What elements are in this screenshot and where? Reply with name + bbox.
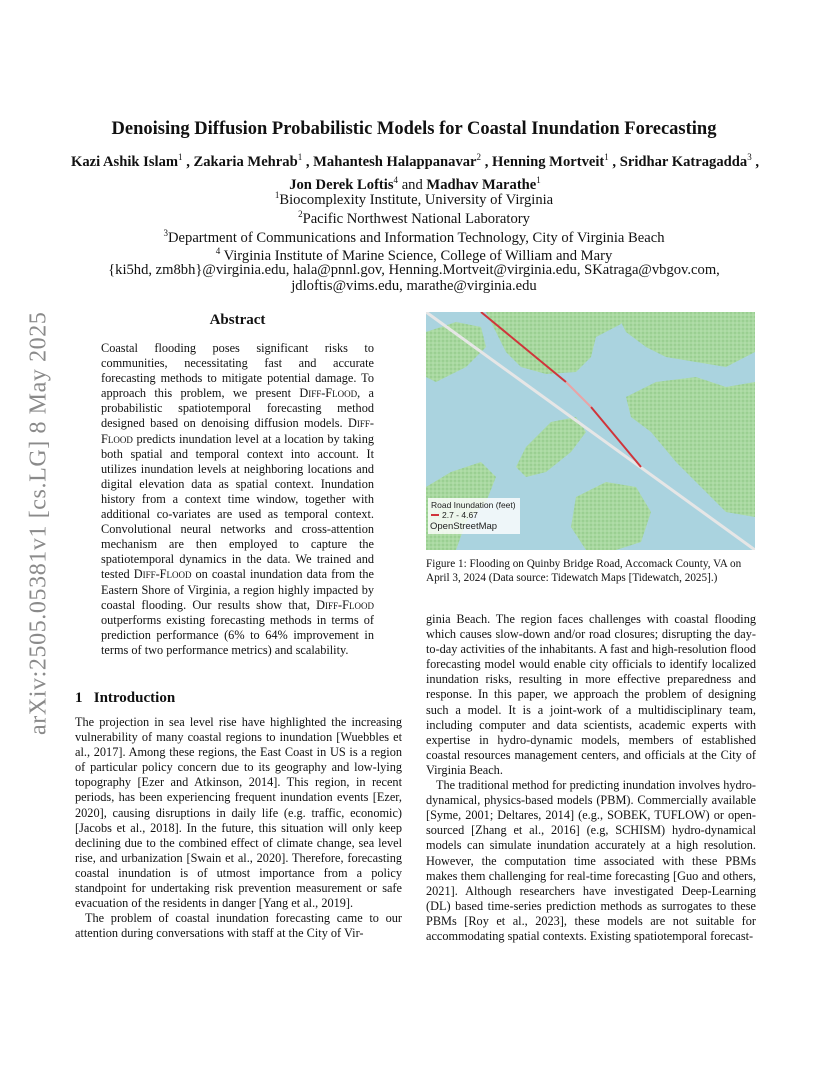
author-name: Madhav Marathe bbox=[426, 176, 537, 193]
author-name: Henning Mortveit bbox=[492, 153, 605, 170]
author-affiliation-mark: 1 bbox=[178, 152, 183, 162]
author-name: Mahantesh Halappanavar bbox=[313, 153, 477, 170]
author-affiliation-mark: 4 bbox=[393, 174, 399, 185]
intro-paragraph-4: The traditional method for predicting inundation involves hydro-dynamical, physics-based models (PBM). Commercially available [Syme, 2001; Deltares, 2014] (e.g., SOBEK, TUFLOW) or open-sourced [Zhang et al., 2016] (e.g, SCHISM) hydro-dynamical models can simulate inundation accurately at a high resolution. However, the computation time associated with these PBMs makes them challenging for real-time forecasting [Guo and others, 2021]. Although researchers have investigated Deep-Learning (DL) based time-series prediction methods as surrogates to these PBMs [Roy et al., 2023], these models are not suitable for accommodating spatial contexts. Existing spatiotemporal forecast- bbox=[426, 778, 756, 943]
intro-paragraph-3: ginia Beach. The region faces challenges with coastal flooding which causes slow-down and/or road closures; disrupting the day-to-day activities of the inhabitants. A fast and high-resolution flood forecasting model would enable city officials to identify localized inundation risks, resulting in more effective preparedness and response. In this paper, we approach the problem of designing such a model. It is a joint-work of a multidisciplinary team, including computer and data scientists, academic experts with expertise in hydro-dynamic models, members of established coastal resources management centers, and officials at the City of Virginia Beach. bbox=[426, 612, 756, 777]
legend-range: 2.7 - 4.67 bbox=[442, 510, 478, 520]
author-name: Kazi Ashik Islam bbox=[71, 153, 179, 170]
intro-paragraph-2: The problem of coastal inundation forecasting came to our attention during conversations with staff at the City of Vir- bbox=[75, 911, 402, 941]
intro-paragraph-1: The projection in sea level rise have highlighted the increasing vulnerability of many coastal regions to inundation [Wuebbles et al., 2017]. Among these regions, the East Coast in US is a region of particular policy concern due to its geography and low-lying topography [Ezer and Atkinson, 2014]. This region, in recent periods, has been experiencing frequent inundation events [Ezer, 2020], causing disruptions in daily life (e.g. traffic, economic) [Jacobs et al., 2018]. In the future, this situation will only keep declining due to the combined effect of climate change, sea level rise, and urbanization [Swain et al., 2020]. Therefore, forecasting coastal inundation is of utmost importance from a policy standpoint for undertaking risk prevention measurement or safe evacuation of the residents in danger [Yang et al., 2019]. bbox=[75, 715, 402, 911]
intro-right-column bbox=[426, 612, 756, 944]
email-line-1: {ki5hd, zm8bh}@virginia.edu, hala@pnnl.gov, Henning.Mortveit@virginia.edu, SKatraga@vbgov.com, bbox=[108, 262, 720, 278]
legend-title: Road Inundation (feet) bbox=[431, 500, 516, 510]
affiliation-1: $^1$Biocomplexity Institute, University of Virginia bbox=[274, 190, 554, 208]
figure-caption: Figure 1: Flooding on Quinby Bridge Road, Accomack County, VA on April 3, 2024 (Data source: Tidewatch Maps [Tidewatch, 2025].) bbox=[426, 558, 742, 584]
author-name: Jon Derek Loftis bbox=[289, 176, 394, 193]
author-affiliation-mark: 1 bbox=[297, 152, 303, 162]
author-name: Zakaria Mehrab bbox=[193, 153, 298, 170]
author-conjunction: and bbox=[401, 176, 423, 193]
author-affiliation-mark: 2 bbox=[476, 152, 482, 162]
paper-title: Denoising Diffusion Probabilistic Models for Coastal Inundation Forecasting bbox=[111, 119, 717, 139]
author-list: Kazi Ashik Islam$^1$ , Zakaria Mehrab$^1$ , Mahantesh Halappanavar$^2$ , Henning Mortveit$^1$ , Sridhar Katragadda$^3$ , Jon Derek Loftis$^4$ and Madhav Marathe$^1$ bbox=[71, 152, 759, 193]
affiliation-2: $^2$Pacific Northwest National Laboratory bbox=[298, 209, 530, 227]
legend-line-swatch bbox=[431, 514, 439, 516]
email-line-2: jdloftis@vims.edu, marathe@virginia.edu bbox=[291, 278, 537, 294]
author-affiliation-mark: 1 bbox=[536, 174, 541, 185]
intro-left-column bbox=[75, 715, 402, 941]
map-attribution: OpenStreetMap bbox=[430, 521, 498, 532]
arxiv-identifier: arXiv:2505.05381v1 [cs.LG] 8 May 2025 bbox=[25, 311, 52, 735]
author-affiliation-mark: 3 bbox=[747, 152, 752, 162]
abstract-body: Coastal flooding poses significant risks to communities, necessitating fast and accurate forecasting methods to mitigate potential damage. To approach this problem, we present Diff-Flood, a probabilistic spatiotemporal forecasting method designed based on denoising diffusion models. Diff-Flood predicts inundation level at a location by taking both spatial and temporal context into account. It utilizes inundation levels at neighboring locations and digital elevation data as spatial context. Inundation history from a context time window, together with additional co-variates are used as temporal context. Convolutional neural networks and cross-attention mechanism are then employed to capture the spatiotemporal dynamics in the data. We trained and tested Diff-Flood on coastal inundation data from the Eastern Shore of Virginia, a region highly impacted by coastal flooding. Our results show that, Diff-Flood outperforms existing forecasting methods in terms of prediction performance (6% to 64% improvement in terms of two performance metrics) and scalability. bbox=[101, 341, 375, 657]
author-affiliation-mark: 1 bbox=[604, 152, 609, 162]
section-heading: 1 Introduction bbox=[75, 690, 176, 706]
author-name: Sridhar Katragadda bbox=[619, 153, 748, 170]
abstract-heading: Abstract bbox=[209, 312, 266, 328]
affiliation-3: $^3$Department of Communications and Information Technology, City of Virginia Beach bbox=[163, 228, 665, 246]
affiliation-4: $^4$ Virginia Institute of Marine Science, College of William and Mary bbox=[215, 246, 613, 264]
